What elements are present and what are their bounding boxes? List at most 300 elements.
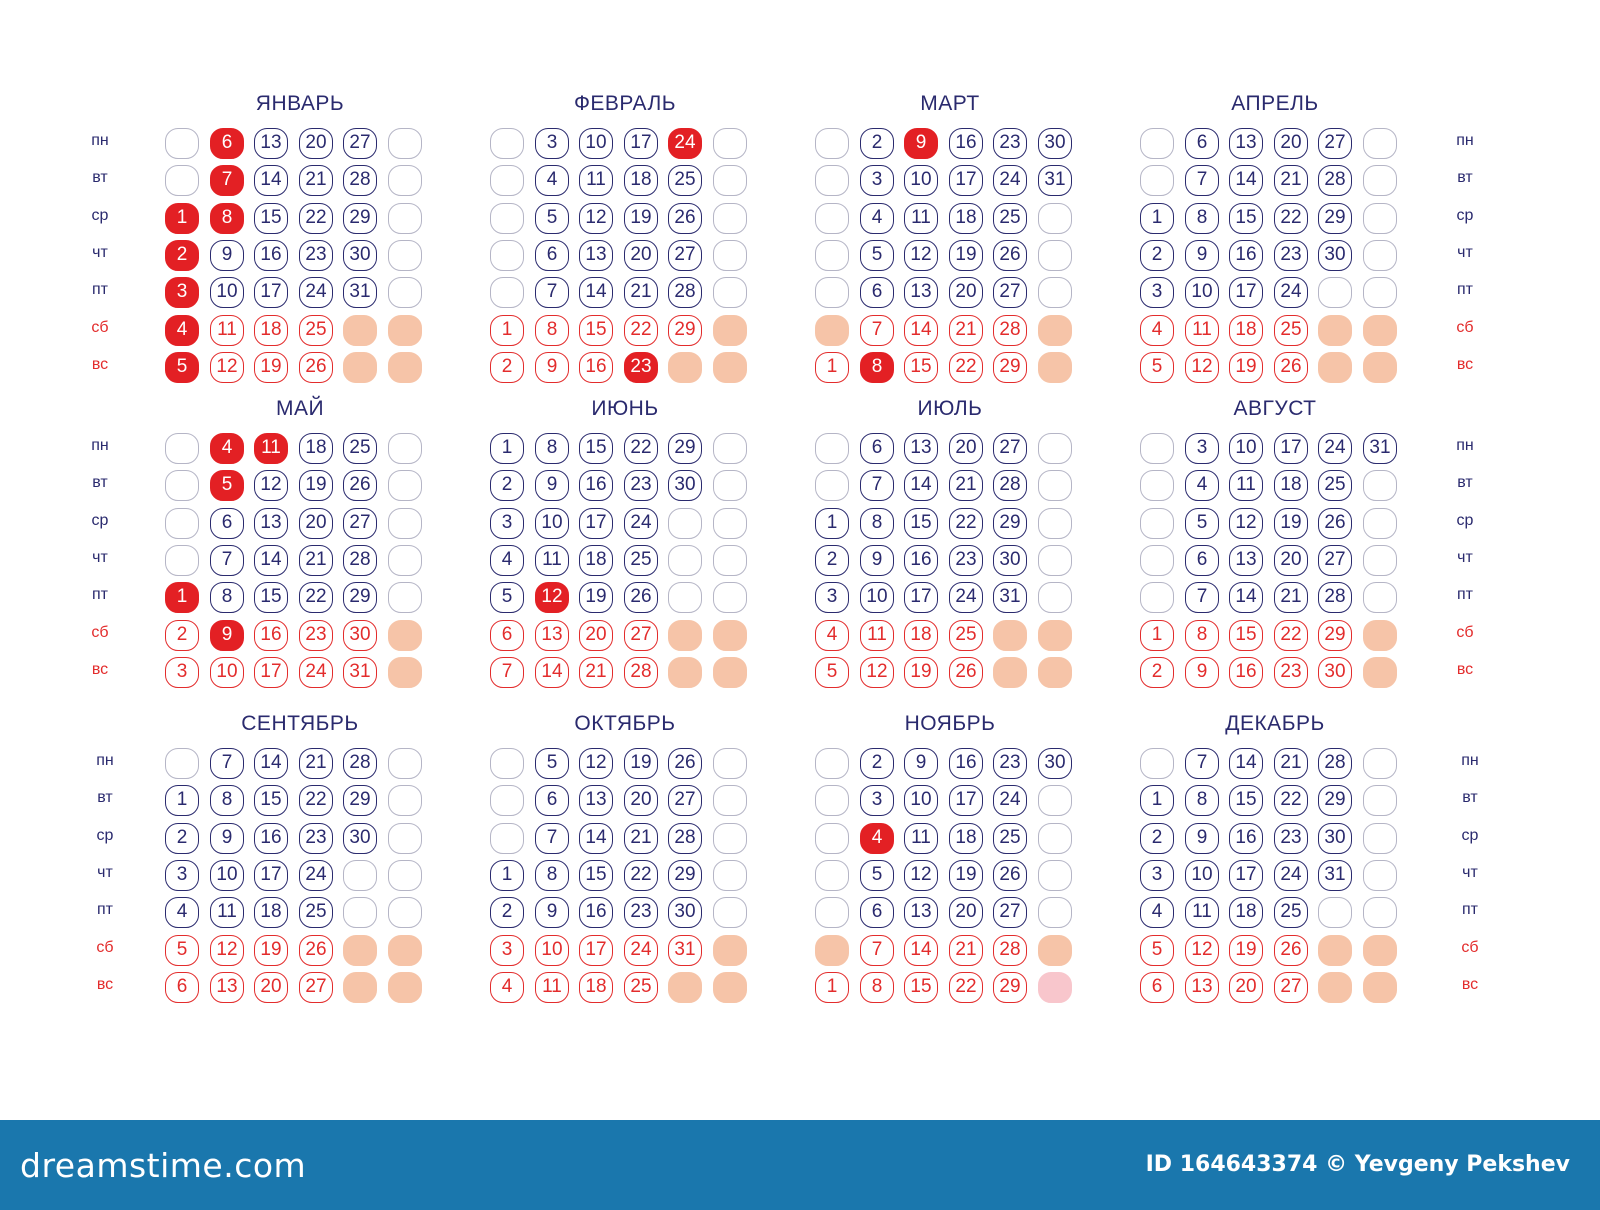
day-cell[interactable]: 28 <box>993 470 1027 501</box>
day-cell[interactable]: 20 <box>299 508 333 539</box>
weekend-day-cell[interactable]: 29 <box>668 315 702 346</box>
day-cell[interactable]: 16 <box>579 470 613 501</box>
day-cell[interactable]: 5 <box>535 748 569 779</box>
weekend-day-cell[interactable]: 7 <box>490 657 524 688</box>
day-cell[interactable]: 9 <box>904 748 938 779</box>
day-cell[interactable]: 3 <box>1140 860 1174 891</box>
day-cell[interactable]: 25 <box>343 433 377 464</box>
day-cell[interactable]: 26 <box>1318 508 1352 539</box>
day-cell[interactable]: 7 <box>860 470 894 501</box>
weekend-day-cell[interactable]: 2 <box>165 620 199 651</box>
day-cell[interactable]: 10 <box>1185 277 1219 308</box>
day-cell[interactable]: 11 <box>1229 470 1263 501</box>
day-cell[interactable]: 2 <box>860 128 894 159</box>
day-cell[interactable]: 17 <box>949 785 983 816</box>
weekend-day-cell[interactable]: 3 <box>165 657 199 688</box>
day-cell[interactable]: 16 <box>1229 823 1263 854</box>
weekend-day-cell[interactable]: 23 <box>299 620 333 651</box>
day-cell[interactable]: 6 <box>1185 545 1219 576</box>
day-cell[interactable]: 19 <box>624 748 658 779</box>
day-cell[interactable]: 3 <box>535 128 569 159</box>
weekend-day-cell[interactable]: 20 <box>254 972 288 1003</box>
day-cell[interactable]: 14 <box>579 277 613 308</box>
weekend-day-cell[interactable]: 1 <box>815 352 849 383</box>
day-cell[interactable]: 16 <box>904 545 938 576</box>
day-cell[interactable]: 24 <box>299 860 333 891</box>
day-cell[interactable]: 10 <box>1229 433 1263 464</box>
day-cell[interactable]: 25 <box>1274 897 1308 928</box>
day-cell[interactable]: 12 <box>904 860 938 891</box>
weekend-day-cell[interactable]: 23 <box>1274 657 1308 688</box>
day-cell[interactable]: 17 <box>904 582 938 613</box>
day-cell[interactable]: 24 <box>1274 860 1308 891</box>
day-cell[interactable]: 11 <box>904 823 938 854</box>
day-cell[interactable]: 21 <box>299 545 333 576</box>
day-cell[interactable]: 13 <box>904 277 938 308</box>
day-cell[interactable]: 20 <box>949 433 983 464</box>
day-cell[interactable]: 5 <box>535 203 569 234</box>
day-cell[interactable]: 22 <box>1274 785 1308 816</box>
day-cell[interactable]: 15 <box>1229 785 1263 816</box>
day-cell[interactable]: 27 <box>993 277 1027 308</box>
day-cell[interactable]: 16 <box>949 748 983 779</box>
day-cell[interactable]: 15 <box>579 433 613 464</box>
day-cell[interactable]: 11 <box>579 165 613 196</box>
weekend-day-cell[interactable]: 11 <box>535 972 569 1003</box>
weekend-day-cell[interactable]: 22 <box>949 352 983 383</box>
day-cell[interactable]: 27 <box>993 433 1027 464</box>
day-cell[interactable]: 17 <box>949 165 983 196</box>
day-cell[interactable]: 27 <box>668 785 702 816</box>
day-cell[interactable]: 3 <box>860 165 894 196</box>
day-cell[interactable]: 2 <box>165 823 199 854</box>
day-cell[interactable]: 23 <box>624 897 658 928</box>
day-cell[interactable]: 9 <box>1185 240 1219 271</box>
day-cell[interactable]: 9 <box>860 545 894 576</box>
day-cell[interactable]: 23 <box>299 823 333 854</box>
weekend-day-cell[interactable]: 27 <box>1274 972 1308 1003</box>
day-cell[interactable]: 4 <box>490 545 524 576</box>
day-cell[interactable]: 16 <box>1229 240 1263 271</box>
day-cell[interactable]: 23 <box>299 240 333 271</box>
day-cell[interactable]: 29 <box>668 433 702 464</box>
day-cell[interactable]: 14 <box>1229 165 1263 196</box>
day-cell[interactable]: 29 <box>993 508 1027 539</box>
day-cell[interactable]: 10 <box>904 165 938 196</box>
day-cell[interactable]: 13 <box>1229 128 1263 159</box>
weekend-day-cell[interactable]: 19 <box>254 935 288 966</box>
day-cell[interactable]: 27 <box>668 240 702 271</box>
day-cell[interactable]: 23 <box>993 748 1027 779</box>
weekend-day-cell[interactable]: 17 <box>254 657 288 688</box>
day-cell[interactable]: 14 <box>254 748 288 779</box>
day-cell[interactable]: 24 <box>624 508 658 539</box>
day-cell[interactable]: 23 <box>624 470 658 501</box>
day-cell[interactable]: 17 <box>254 860 288 891</box>
day-cell[interactable]: 6 <box>860 433 894 464</box>
holiday-day-cell[interactable]: 9 <box>210 620 244 651</box>
day-cell[interactable]: 29 <box>1318 785 1352 816</box>
day-cell[interactable]: 17 <box>579 508 613 539</box>
day-cell[interactable]: 30 <box>668 897 702 928</box>
day-cell[interactable]: 20 <box>949 897 983 928</box>
day-cell[interactable]: 16 <box>949 128 983 159</box>
day-cell[interactable]: 4 <box>860 203 894 234</box>
weekend-day-cell[interactable]: 27 <box>299 972 333 1003</box>
day-cell[interactable]: 21 <box>1274 582 1308 613</box>
weekend-day-cell[interactable]: 16 <box>254 620 288 651</box>
day-cell[interactable]: 8 <box>860 508 894 539</box>
day-cell[interactable]: 6 <box>210 508 244 539</box>
day-cell[interactable]: 30 <box>1318 823 1352 854</box>
day-cell[interactable]: 25 <box>993 203 1027 234</box>
weekend-day-cell[interactable]: 22 <box>624 315 658 346</box>
day-cell[interactable]: 26 <box>993 860 1027 891</box>
day-cell[interactable]: 26 <box>624 582 658 613</box>
day-cell[interactable]: 29 <box>343 785 377 816</box>
day-cell[interactable]: 29 <box>343 582 377 613</box>
day-cell[interactable]: 5 <box>490 582 524 613</box>
day-cell[interactable]: 6 <box>860 277 894 308</box>
weekend-day-cell[interactable]: 4 <box>815 620 849 651</box>
holiday-day-cell[interactable]: 5 <box>210 470 244 501</box>
weekend-day-cell[interactable]: 29 <box>993 352 1027 383</box>
day-cell[interactable]: 17 <box>1229 860 1263 891</box>
day-cell[interactable]: 16 <box>254 240 288 271</box>
weekend-day-cell[interactable]: 20 <box>1229 972 1263 1003</box>
day-cell[interactable]: 15 <box>1229 203 1263 234</box>
day-cell[interactable]: 25 <box>299 897 333 928</box>
day-cell[interactable]: 12 <box>579 748 613 779</box>
day-cell[interactable]: 24 <box>299 277 333 308</box>
day-cell[interactable]: 30 <box>343 823 377 854</box>
holiday-day-cell[interactable]: 12 <box>535 582 569 613</box>
day-cell[interactable]: 13 <box>579 240 613 271</box>
day-cell[interactable]: 17 <box>1229 277 1263 308</box>
day-cell[interactable]: 30 <box>668 470 702 501</box>
day-cell[interactable]: 18 <box>1229 897 1263 928</box>
day-cell[interactable]: 9 <box>535 897 569 928</box>
weekend-day-cell[interactable]: 2 <box>490 352 524 383</box>
day-cell[interactable]: 14 <box>579 823 613 854</box>
weekend-day-cell[interactable]: 13 <box>535 620 569 651</box>
day-cell[interactable]: 22 <box>299 785 333 816</box>
weekend-day-cell[interactable]: 24 <box>299 657 333 688</box>
weekend-day-cell[interactable]: 25 <box>949 620 983 651</box>
day-cell[interactable]: 31 <box>1038 165 1072 196</box>
day-cell[interactable]: 16 <box>254 823 288 854</box>
weekend-day-cell[interactable]: 7 <box>860 935 894 966</box>
day-cell[interactable]: 9 <box>210 823 244 854</box>
day-cell[interactable]: 19 <box>579 582 613 613</box>
day-cell[interactable]: 21 <box>299 748 333 779</box>
day-cell[interactable]: 14 <box>254 545 288 576</box>
day-cell[interactable]: 2 <box>490 470 524 501</box>
day-cell[interactable]: 9 <box>1185 823 1219 854</box>
day-cell[interactable]: 7 <box>210 748 244 779</box>
day-cell[interactable]: 25 <box>993 823 1027 854</box>
day-cell[interactable]: 2 <box>860 748 894 779</box>
weekend-day-cell[interactable]: 26 <box>1274 352 1308 383</box>
weekend-day-cell[interactable]: 1 <box>1140 620 1174 651</box>
day-cell[interactable]: 20 <box>624 240 658 271</box>
day-cell[interactable]: 19 <box>949 860 983 891</box>
weekend-day-cell[interactable]: 21 <box>949 315 983 346</box>
day-cell[interactable]: 1 <box>1140 785 1174 816</box>
holiday-day-cell[interactable]: 3 <box>165 277 199 308</box>
day-cell[interactable]: 21 <box>624 277 658 308</box>
weekend-day-cell[interactable]: 26 <box>299 935 333 966</box>
day-cell[interactable]: 31 <box>343 277 377 308</box>
day-cell[interactable]: 1 <box>490 433 524 464</box>
weekend-day-cell[interactable]: 16 <box>1229 657 1263 688</box>
holiday-day-cell[interactable]: 6 <box>210 128 244 159</box>
day-cell[interactable]: 20 <box>1274 545 1308 576</box>
weekend-day-cell[interactable]: 25 <box>624 972 658 1003</box>
weekend-day-cell[interactable]: 6 <box>165 972 199 1003</box>
weekend-day-cell[interactable]: 26 <box>949 657 983 688</box>
holiday-day-cell[interactable]: 5 <box>165 352 199 383</box>
day-cell[interactable]: 10 <box>579 128 613 159</box>
day-cell[interactable]: 1 <box>165 785 199 816</box>
day-cell[interactable]: 28 <box>668 277 702 308</box>
day-cell[interactable]: 27 <box>1318 128 1352 159</box>
weekend-day-cell[interactable]: 28 <box>993 315 1027 346</box>
weekend-day-cell[interactable]: 8 <box>860 972 894 1003</box>
day-cell[interactable]: 12 <box>254 470 288 501</box>
day-cell[interactable]: 25 <box>1318 470 1352 501</box>
weekend-day-cell[interactable]: 19 <box>1229 935 1263 966</box>
holiday-day-cell[interactable]: 8 <box>210 203 244 234</box>
day-cell[interactable]: 15 <box>254 785 288 816</box>
day-cell[interactable]: 1 <box>1140 203 1174 234</box>
weekend-day-cell[interactable]: 30 <box>343 620 377 651</box>
holiday-day-cell[interactable]: 7 <box>210 165 244 196</box>
day-cell[interactable]: 6 <box>535 240 569 271</box>
day-cell[interactable]: 26 <box>993 240 1027 271</box>
weekend-day-cell[interactable]: 11 <box>210 315 244 346</box>
day-cell[interactable]: 24 <box>1274 277 1308 308</box>
weekend-day-cell[interactable]: 2 <box>1140 657 1174 688</box>
day-cell[interactable]: 4 <box>535 165 569 196</box>
day-cell[interactable]: 18 <box>579 545 613 576</box>
day-cell[interactable]: 10 <box>860 582 894 613</box>
day-cell[interactable]: 19 <box>299 470 333 501</box>
day-cell[interactable]: 31 <box>1318 860 1352 891</box>
weekend-day-cell[interactable]: 30 <box>1318 657 1352 688</box>
holiday-day-cell[interactable]: 1 <box>165 582 199 613</box>
day-cell[interactable]: 2 <box>1140 823 1174 854</box>
day-cell[interactable]: 27 <box>343 508 377 539</box>
day-cell[interactable]: 28 <box>1318 165 1352 196</box>
day-cell[interactable]: 8 <box>535 433 569 464</box>
day-cell[interactable]: 18 <box>299 433 333 464</box>
weekend-day-cell[interactable]: 31 <box>668 935 702 966</box>
weekend-day-cell[interactable]: 28 <box>993 935 1027 966</box>
day-cell[interactable]: 8 <box>1185 785 1219 816</box>
day-cell[interactable]: 30 <box>343 240 377 271</box>
day-cell[interactable]: 28 <box>1318 748 1352 779</box>
weekend-day-cell[interactable]: 29 <box>993 972 1027 1003</box>
day-cell[interactable]: 15 <box>904 508 938 539</box>
day-cell[interactable]: 28 <box>668 823 702 854</box>
day-cell[interactable]: 19 <box>949 240 983 271</box>
day-cell[interactable]: 10 <box>210 277 244 308</box>
weekend-day-cell[interactable]: 18 <box>904 620 938 651</box>
weekend-day-cell[interactable]: 19 <box>904 657 938 688</box>
day-cell[interactable]: 21 <box>1274 165 1308 196</box>
weekend-day-cell[interactable]: 12 <box>860 657 894 688</box>
day-cell[interactable]: 13 <box>1229 545 1263 576</box>
day-cell[interactable]: 28 <box>343 748 377 779</box>
holiday-day-cell[interactable]: 1 <box>165 203 199 234</box>
weekend-day-cell[interactable]: 12 <box>210 352 244 383</box>
day-cell[interactable]: 20 <box>624 785 658 816</box>
day-cell[interactable]: 13 <box>579 785 613 816</box>
day-cell[interactable]: 25 <box>668 165 702 196</box>
day-cell[interactable]: 3 <box>815 582 849 613</box>
day-cell[interactable]: 15 <box>254 582 288 613</box>
day-cell[interactable]: 23 <box>993 128 1027 159</box>
weekend-day-cell[interactable]: 4 <box>490 972 524 1003</box>
day-cell[interactable]: 29 <box>1318 203 1352 234</box>
day-cell[interactable]: 8 <box>1185 203 1219 234</box>
weekend-day-cell[interactable]: 26 <box>299 352 333 383</box>
holiday-day-cell[interactable]: 4 <box>165 315 199 346</box>
day-cell[interactable]: 13 <box>254 128 288 159</box>
day-cell[interactable]: 14 <box>904 470 938 501</box>
weekend-day-cell[interactable]: 18 <box>1229 315 1263 346</box>
day-cell[interactable]: 10 <box>904 785 938 816</box>
weekend-day-cell[interactable]: 14 <box>535 657 569 688</box>
holiday-day-cell[interactable]: 4 <box>860 823 894 854</box>
day-cell[interactable]: 26 <box>668 748 702 779</box>
day-cell[interactable]: 26 <box>343 470 377 501</box>
day-cell[interactable]: 22 <box>624 860 658 891</box>
weekend-day-cell[interactable]: 16 <box>579 352 613 383</box>
weekend-day-cell[interactable]: 13 <box>1185 972 1219 1003</box>
day-cell[interactable]: 14 <box>1229 582 1263 613</box>
day-cell[interactable]: 28 <box>343 165 377 196</box>
weekend-day-cell[interactable]: 25 <box>299 315 333 346</box>
day-cell[interactable]: 7 <box>535 277 569 308</box>
day-cell[interactable]: 19 <box>624 203 658 234</box>
day-cell[interactable]: 13 <box>904 433 938 464</box>
weekend-day-cell[interactable]: 9 <box>535 352 569 383</box>
holiday-day-cell[interactable]: 23 <box>624 352 658 383</box>
day-cell[interactable]: 2 <box>1140 240 1174 271</box>
weekend-day-cell[interactable]: 7 <box>860 315 894 346</box>
dreamstime-logo[interactable]: dreamstime.com <box>20 1146 307 1185</box>
weekend-day-cell[interactable]: 11 <box>860 620 894 651</box>
day-cell[interactable]: 22 <box>299 203 333 234</box>
day-cell[interactable]: 25 <box>624 545 658 576</box>
day-cell[interactable]: 18 <box>1274 470 1308 501</box>
day-cell[interactable]: 6 <box>535 785 569 816</box>
day-cell[interactable]: 1 <box>490 860 524 891</box>
day-cell[interactable]: 29 <box>668 860 702 891</box>
day-cell[interactable]: 2 <box>815 545 849 576</box>
weekend-day-cell[interactable]: 4 <box>1140 315 1174 346</box>
weekend-day-cell[interactable]: 10 <box>210 657 244 688</box>
day-cell[interactable]: 12 <box>1229 508 1263 539</box>
day-cell[interactable]: 20 <box>299 128 333 159</box>
weekend-day-cell[interactable]: 6 <box>490 620 524 651</box>
day-cell[interactable]: 7 <box>535 823 569 854</box>
day-cell[interactable]: 30 <box>1038 128 1072 159</box>
weekend-day-cell[interactable]: 21 <box>949 935 983 966</box>
day-cell[interactable]: 7 <box>1185 165 1219 196</box>
day-cell[interactable]: 21 <box>299 165 333 196</box>
day-cell[interactable]: 6 <box>1185 128 1219 159</box>
day-cell[interactable]: 8 <box>210 582 244 613</box>
weekend-day-cell[interactable]: 9 <box>1185 657 1219 688</box>
day-cell[interactable]: 13 <box>254 508 288 539</box>
holiday-day-cell[interactable]: 2 <box>165 240 199 271</box>
weekend-day-cell[interactable]: 12 <box>1185 352 1219 383</box>
weekend-day-cell[interactable]: 5 <box>815 657 849 688</box>
day-cell[interactable]: 5 <box>860 240 894 271</box>
day-cell[interactable]: 11 <box>904 203 938 234</box>
weekend-day-cell[interactable]: 17 <box>579 935 613 966</box>
day-cell[interactable]: 21 <box>1274 748 1308 779</box>
weekend-day-cell[interactable]: 10 <box>535 935 569 966</box>
day-cell[interactable]: 17 <box>1274 433 1308 464</box>
weekend-day-cell[interactable]: 24 <box>624 935 658 966</box>
weekend-day-cell[interactable]: 14 <box>904 935 938 966</box>
weekend-day-cell[interactable]: 13 <box>210 972 244 1003</box>
day-cell[interactable]: 4 <box>1140 897 1174 928</box>
holiday-day-cell[interactable]: 4 <box>210 433 244 464</box>
day-cell[interactable]: 10 <box>210 860 244 891</box>
day-cell[interactable]: 7 <box>1185 748 1219 779</box>
day-cell[interactable]: 11 <box>210 897 244 928</box>
weekend-day-cell[interactable]: 22 <box>1274 620 1308 651</box>
day-cell[interactable]: 28 <box>343 545 377 576</box>
day-cell[interactable]: 3 <box>165 860 199 891</box>
day-cell[interactable]: 24 <box>949 582 983 613</box>
weekend-day-cell[interactable]: 19 <box>254 352 288 383</box>
day-cell[interactable]: 3 <box>1140 277 1174 308</box>
weekend-day-cell[interactable]: 20 <box>579 620 613 651</box>
weekend-day-cell[interactable]: 25 <box>1274 315 1308 346</box>
day-cell[interactable]: 27 <box>1318 545 1352 576</box>
weekend-day-cell[interactable]: 12 <box>1185 935 1219 966</box>
weekend-day-cell[interactable]: 18 <box>254 315 288 346</box>
day-cell[interactable]: 8 <box>210 785 244 816</box>
day-cell[interactable]: 2 <box>490 897 524 928</box>
weekend-day-cell[interactable]: 3 <box>490 935 524 966</box>
weekend-day-cell[interactable]: 26 <box>1274 935 1308 966</box>
day-cell[interactable]: 15 <box>254 203 288 234</box>
day-cell[interactable]: 20 <box>949 277 983 308</box>
day-cell[interactable]: 12 <box>579 203 613 234</box>
day-cell[interactable]: 18 <box>254 897 288 928</box>
day-cell[interactable]: 7 <box>210 545 244 576</box>
day-cell[interactable]: 31 <box>993 582 1027 613</box>
day-cell[interactable]: 1 <box>815 508 849 539</box>
day-cell[interactable]: 9 <box>210 240 244 271</box>
weekend-day-cell[interactable]: 15 <box>579 315 613 346</box>
weekend-day-cell[interactable]: 6 <box>1140 972 1174 1003</box>
day-cell[interactable]: 16 <box>579 897 613 928</box>
day-cell[interactable]: 7 <box>1185 582 1219 613</box>
weekend-day-cell[interactable]: 15 <box>904 972 938 1003</box>
day-cell[interactable]: 27 <box>343 128 377 159</box>
day-cell[interactable]: 30 <box>993 545 1027 576</box>
day-cell[interactable]: 22 <box>1274 203 1308 234</box>
weekend-day-cell[interactable]: 1 <box>815 972 849 1003</box>
